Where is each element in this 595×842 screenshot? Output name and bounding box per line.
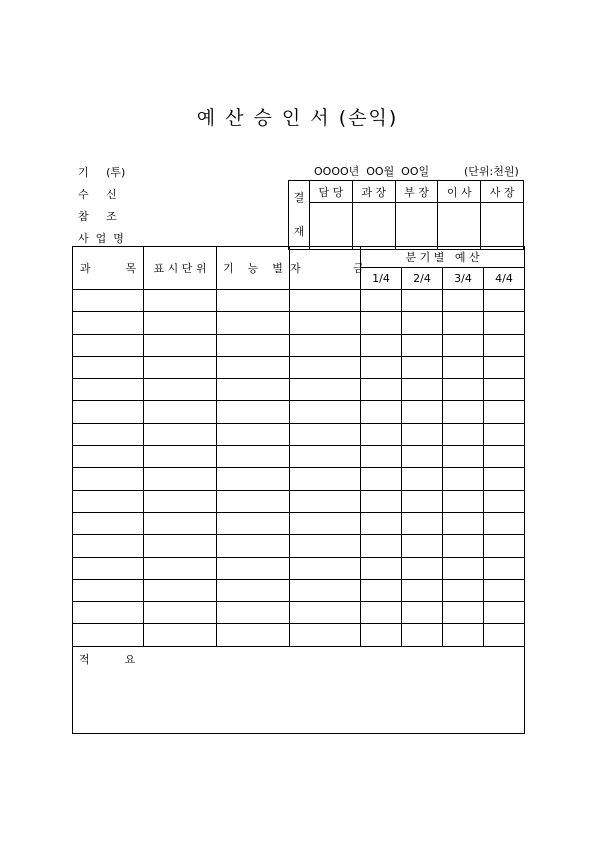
table-row bbox=[73, 401, 525, 423]
table-cell[interactable] bbox=[361, 379, 402, 401]
table-cell[interactable] bbox=[290, 602, 361, 624]
table-cell[interactable] bbox=[217, 423, 290, 445]
table-cell[interactable] bbox=[402, 579, 443, 601]
table-cell[interactable] bbox=[217, 334, 290, 356]
table-cell[interactable] bbox=[73, 535, 144, 557]
approval-role-president: 사 장 bbox=[481, 181, 524, 203]
table-cell[interactable] bbox=[402, 490, 443, 512]
table-row bbox=[73, 334, 525, 356]
table-cell[interactable] bbox=[144, 557, 217, 579]
table-cell[interactable] bbox=[443, 356, 484, 378]
table-cell[interactable] bbox=[484, 512, 525, 534]
table-cell[interactable] bbox=[290, 624, 361, 646]
table-cell[interactable] bbox=[217, 579, 290, 601]
table-cell[interactable] bbox=[144, 535, 217, 557]
signature-cell[interactable] bbox=[352, 203, 395, 250]
table-cell[interactable] bbox=[73, 468, 144, 490]
table-cell[interactable] bbox=[361, 446, 402, 468]
label-reference: 참 조 bbox=[78, 210, 117, 223]
table-cell[interactable] bbox=[290, 356, 361, 378]
table-cell[interactable] bbox=[484, 446, 525, 468]
table-cell[interactable] bbox=[290, 334, 361, 356]
table-row bbox=[73, 490, 525, 512]
column-header-quarterly-budget: 분 기 별 예 산 bbox=[361, 247, 525, 268]
table-cell[interactable] bbox=[144, 512, 217, 534]
quarter-header-2: 2/4 bbox=[402, 268, 443, 290]
approval-side-label: 결 재 bbox=[289, 181, 310, 250]
table-cell[interactable] bbox=[144, 624, 217, 646]
table-cell[interactable] bbox=[361, 468, 402, 490]
table-row bbox=[73, 602, 525, 624]
table-cell[interactable] bbox=[217, 602, 290, 624]
table-cell[interactable] bbox=[144, 579, 217, 601]
table-row bbox=[73, 356, 525, 378]
date-text: OOOO년 OO월 OO일 bbox=[314, 165, 430, 178]
table-cell[interactable] bbox=[290, 312, 361, 334]
table-cell[interactable] bbox=[144, 379, 217, 401]
table-cell[interactable] bbox=[443, 579, 484, 601]
table-cell[interactable] bbox=[361, 512, 402, 534]
table-cell[interactable] bbox=[402, 535, 443, 557]
column-header-subject: 과 목 bbox=[73, 247, 144, 290]
table-cell[interactable] bbox=[73, 557, 144, 579]
table-cell[interactable] bbox=[290, 290, 361, 312]
table-cell[interactable] bbox=[443, 379, 484, 401]
table-cell[interactable] bbox=[484, 535, 525, 557]
quarter-header-4: 4/4 bbox=[484, 268, 525, 290]
table-cell[interactable] bbox=[484, 423, 525, 445]
table-cell[interactable] bbox=[443, 490, 484, 512]
table-cell[interactable] bbox=[73, 401, 144, 423]
table-cell[interactable] bbox=[443, 535, 484, 557]
note-label: 적 요 bbox=[79, 652, 136, 666]
table-cell[interactable] bbox=[217, 290, 290, 312]
table-cell[interactable] bbox=[217, 356, 290, 378]
approval-role-director: 이 사 bbox=[438, 181, 481, 203]
table-row bbox=[73, 379, 525, 401]
table-cell[interactable] bbox=[290, 446, 361, 468]
note-cell[interactable] bbox=[73, 646, 525, 733]
table-cell[interactable] bbox=[144, 312, 217, 334]
table-cell[interactable] bbox=[361, 579, 402, 601]
column-header-function: 기 능 별 bbox=[217, 247, 290, 290]
table-cell[interactable] bbox=[484, 624, 525, 646]
table-cell[interactable] bbox=[361, 423, 402, 445]
table-cell[interactable] bbox=[402, 379, 443, 401]
table-cell[interactable] bbox=[290, 423, 361, 445]
table-row bbox=[73, 290, 525, 312]
table-cell[interactable] bbox=[217, 624, 290, 646]
table-row bbox=[73, 557, 525, 579]
table-cell[interactable] bbox=[484, 468, 525, 490]
table-cell[interactable] bbox=[217, 490, 290, 512]
approval-role-staff: 담 당 bbox=[310, 181, 353, 203]
table-cell[interactable] bbox=[144, 334, 217, 356]
table-cell[interactable] bbox=[73, 490, 144, 512]
table-cell[interactable] bbox=[73, 624, 144, 646]
table-cell[interactable] bbox=[361, 602, 402, 624]
table-cell[interactable] bbox=[73, 356, 144, 378]
table-cell[interactable] bbox=[443, 401, 484, 423]
table-cell[interactable] bbox=[361, 312, 402, 334]
table-cell[interactable] bbox=[144, 290, 217, 312]
signature-cell[interactable] bbox=[481, 203, 524, 250]
table-cell[interactable] bbox=[73, 312, 144, 334]
table-cell[interactable] bbox=[290, 401, 361, 423]
table-cell[interactable] bbox=[361, 401, 402, 423]
table-cell[interactable] bbox=[443, 468, 484, 490]
table-cell[interactable] bbox=[443, 602, 484, 624]
table-cell[interactable] bbox=[290, 379, 361, 401]
signature-cell[interactable] bbox=[438, 203, 481, 250]
table-cell[interactable] bbox=[361, 490, 402, 512]
approval-box bbox=[288, 180, 524, 245]
table-cell[interactable] bbox=[361, 557, 402, 579]
table-cell[interactable] bbox=[290, 490, 361, 512]
label-project-name: 사 업 명 bbox=[78, 232, 124, 245]
signature-cell[interactable] bbox=[395, 203, 438, 250]
table-cell[interactable] bbox=[144, 446, 217, 468]
table-cell[interactable] bbox=[361, 356, 402, 378]
table-cell[interactable] bbox=[217, 512, 290, 534]
table-cell[interactable] bbox=[73, 423, 144, 445]
table-cell[interactable] bbox=[217, 468, 290, 490]
table-cell[interactable] bbox=[144, 356, 217, 378]
table-row bbox=[73, 446, 525, 468]
table-row bbox=[73, 535, 525, 557]
table-row bbox=[73, 624, 525, 646]
table-cell[interactable] bbox=[402, 468, 443, 490]
table-cell[interactable] bbox=[290, 512, 361, 534]
table-cell[interactable] bbox=[217, 312, 290, 334]
table-cell[interactable] bbox=[402, 401, 443, 423]
table-row bbox=[73, 512, 525, 534]
table-cell[interactable] bbox=[73, 579, 144, 601]
table-cell[interactable] bbox=[484, 312, 525, 334]
table-cell[interactable] bbox=[361, 535, 402, 557]
table-cell[interactable] bbox=[402, 290, 443, 312]
table-cell[interactable] bbox=[73, 290, 144, 312]
table-row bbox=[73, 423, 525, 445]
table-cell[interactable] bbox=[402, 312, 443, 334]
table-cell[interactable] bbox=[217, 379, 290, 401]
table-row bbox=[73, 312, 525, 334]
table-cell[interactable] bbox=[361, 624, 402, 646]
table-cell[interactable] bbox=[443, 334, 484, 356]
table-cell[interactable] bbox=[144, 468, 217, 490]
table-cell[interactable] bbox=[73, 602, 144, 624]
table-cell[interactable] bbox=[484, 356, 525, 378]
table-cell[interactable] bbox=[290, 468, 361, 490]
table-cell[interactable] bbox=[217, 401, 290, 423]
table-cell[interactable] bbox=[484, 401, 525, 423]
table-cell[interactable] bbox=[361, 290, 402, 312]
budget-table bbox=[72, 246, 524, 735]
table-cell[interactable] bbox=[443, 557, 484, 579]
table-cell[interactable] bbox=[402, 512, 443, 534]
table-cell[interactable] bbox=[443, 624, 484, 646]
table-cell[interactable] bbox=[484, 379, 525, 401]
table-cell[interactable] bbox=[290, 579, 361, 601]
page-title: 예 산 승 인 서 (손익) bbox=[196, 107, 399, 129]
table-cell[interactable] bbox=[443, 423, 484, 445]
table-cell[interactable] bbox=[144, 602, 217, 624]
table-cell[interactable] bbox=[402, 334, 443, 356]
table-cell[interactable] bbox=[402, 356, 443, 378]
table-cell[interactable] bbox=[361, 334, 402, 356]
table-cell[interactable] bbox=[217, 446, 290, 468]
approval-role-section-chief: 과 장 bbox=[352, 181, 395, 203]
table-cell[interactable] bbox=[144, 423, 217, 445]
table-cell[interactable] bbox=[484, 579, 525, 601]
table-cell[interactable] bbox=[402, 446, 443, 468]
table-cell[interactable] bbox=[484, 557, 525, 579]
column-header-amount: 자 금 bbox=[290, 247, 361, 290]
table-cell[interactable] bbox=[443, 446, 484, 468]
table-cell[interactable] bbox=[144, 490, 217, 512]
table-cell[interactable] bbox=[402, 423, 443, 445]
unit-text: (단위:천원) bbox=[464, 165, 519, 178]
signature-cell[interactable] bbox=[310, 203, 353, 250]
table-cell[interactable] bbox=[144, 401, 217, 423]
quarter-header-1: 1/4 bbox=[361, 268, 402, 290]
label-sender: 기 (투) bbox=[78, 166, 126, 179]
label-recipient: 수 신 bbox=[78, 188, 117, 201]
approval-role-department-head: 부 장 bbox=[395, 181, 438, 203]
table-row bbox=[73, 468, 525, 490]
table-row bbox=[73, 579, 525, 601]
table-cell[interactable] bbox=[73, 334, 144, 356]
table-cell[interactable] bbox=[484, 334, 525, 356]
table-cell[interactable] bbox=[443, 312, 484, 334]
table-cell[interactable] bbox=[217, 557, 290, 579]
table-cell[interactable] bbox=[402, 624, 443, 646]
quarter-header-3: 3/4 bbox=[443, 268, 484, 290]
table-cell[interactable] bbox=[217, 535, 290, 557]
table-cell[interactable] bbox=[484, 290, 525, 312]
table-cell[interactable] bbox=[443, 512, 484, 534]
table-cell[interactable] bbox=[402, 557, 443, 579]
table-cell[interactable] bbox=[443, 290, 484, 312]
table-cell[interactable] bbox=[73, 379, 144, 401]
column-header-display-unit: 표 시 단 위 bbox=[144, 247, 217, 290]
table-cell[interactable] bbox=[290, 557, 361, 579]
table-cell[interactable] bbox=[290, 535, 361, 557]
table-cell[interactable] bbox=[73, 446, 144, 468]
table-cell[interactable] bbox=[73, 512, 144, 534]
table-cell[interactable] bbox=[402, 602, 443, 624]
table-cell[interactable] bbox=[484, 490, 525, 512]
table-cell[interactable] bbox=[484, 602, 525, 624]
